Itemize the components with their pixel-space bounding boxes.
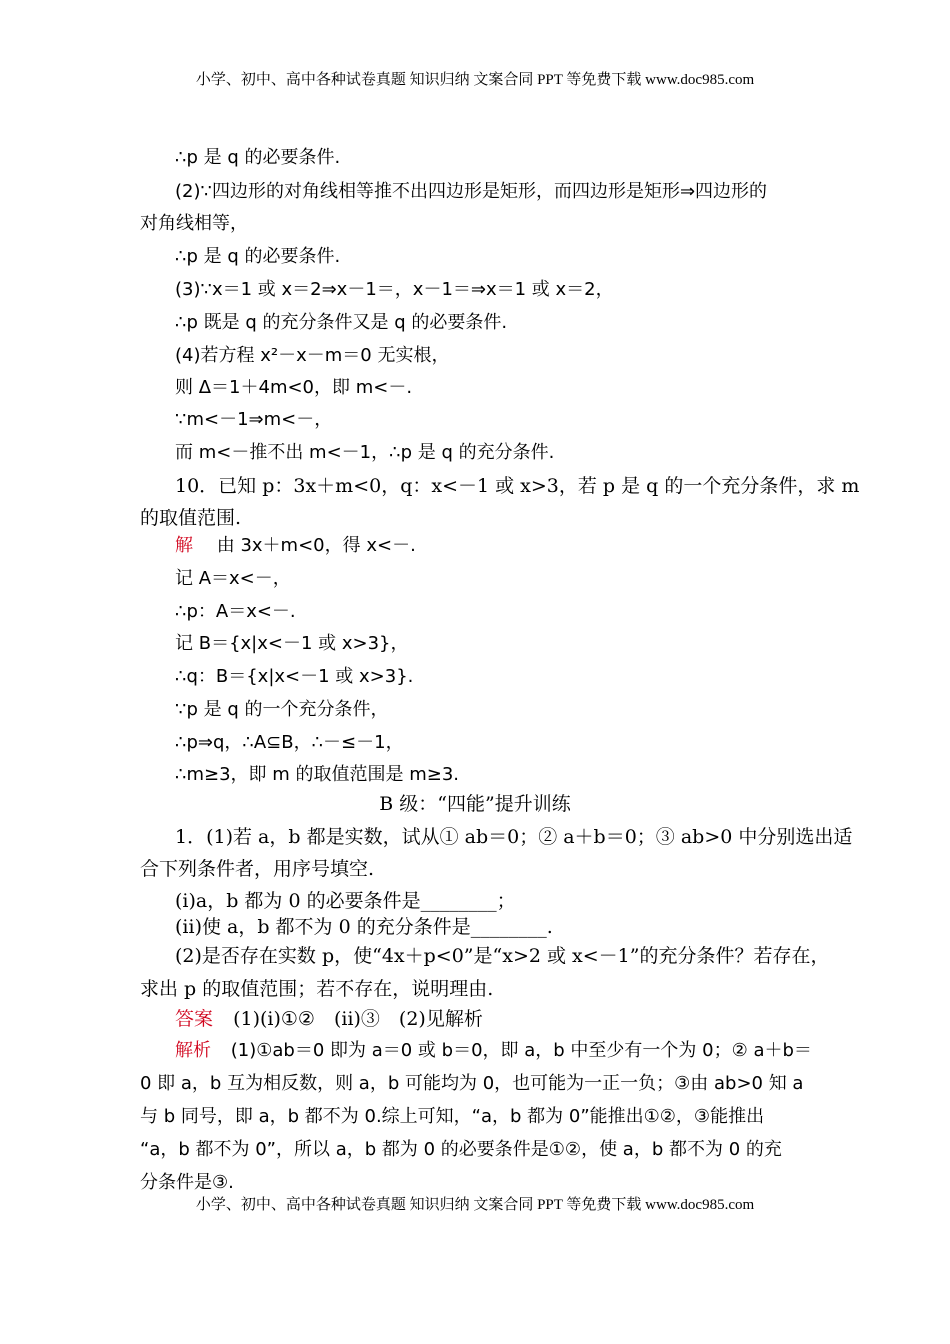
problem-1-line-2: 合下列条件者，用序号填空. bbox=[140, 858, 375, 880]
line-15: 记 B＝{x|x<－1 或 x>3}， bbox=[175, 633, 409, 654]
line-6: ∴p 既是 q 的充分条件又是 q 的必要条件. bbox=[175, 312, 508, 333]
section-heading: B 级：“四能”提升训练 bbox=[379, 793, 571, 815]
solution-label: 解 bbox=[175, 535, 193, 556]
line-5: (3)∵x＝1 或 x＝2⇒x－1＝，x－1＝⇒x＝1 或 x＝2， bbox=[175, 279, 614, 300]
line-16: ∴q：B＝{x|x<－1 或 x>3}. bbox=[175, 666, 414, 687]
line-4: ∴p 是 q 的必要条件. bbox=[175, 246, 341, 267]
line-14: ∴p：A＝x<－. bbox=[175, 601, 296, 622]
line-13: 记 A＝x<－， bbox=[175, 568, 291, 589]
problem-10-line-1: 10．已知 p：3x＋m<0，q：x<－1 或 x>3，若 p 是 q 的一个充分条件，求 m bbox=[175, 475, 860, 497]
problem-1-line-4: (ⅱ)使 a，b 都不为 0 的充分条件是________. bbox=[175, 916, 553, 938]
line-2: (2)∵四边形的对角线相等推不出四边形是矩形，而四边形是矩形⇒四边形的 bbox=[175, 181, 768, 202]
analysis-line-2: 0 即 a，b 互为相反数，则 a，b 可能均为 0，也可能为一正一负；③由 ab>0 知 a bbox=[140, 1073, 804, 1094]
solution-text: 由 3x＋m<0，得 x<－. bbox=[216, 535, 416, 556]
problem-10-line-2: 的取值范围. bbox=[140, 507, 242, 529]
line-18: ∴p⇒q，∴A⊆B，∴－≤－1， bbox=[175, 732, 404, 753]
analysis-line-4: “a，b 都不为 0”，所以 a，b 都为 0 的必要条件是①②，使 a，b 都不为 0 的充 bbox=[140, 1139, 782, 1160]
line-10: 而 m<－推不出 m<－1，∴p 是 q 的充分条件. bbox=[175, 442, 555, 463]
solution-line bbox=[175, 534, 416, 558]
line-8: 则 Δ＝1＋4m<0，即 m<－. bbox=[175, 377, 413, 398]
page-footer: 小学、初中、高中各种试卷真题 知识归纳 文案合同 PPT 等免费下载 www.doc985.com bbox=[195, 1197, 755, 1213]
answer-line bbox=[175, 1007, 483, 1031]
answer-label: 答案 bbox=[175, 1008, 214, 1030]
answer-text: (1)(ⅰ)①② (ⅱ)③ (2)见解析 bbox=[233, 1008, 483, 1030]
analysis-line-3: 与 b 同号，即 a，b 都不为 0.综上可知，“a，b 都为 0”能推出①②，③能推出 bbox=[140, 1106, 765, 1127]
line-3: 对角线相等， bbox=[140, 213, 248, 234]
line-9: ∵m<－1⇒m<－， bbox=[175, 409, 333, 430]
problem-1-line-6: 求出 p 的取值范围；若不存在，说明理由. bbox=[140, 978, 494, 1000]
line-17: ∵p 是 q 的一个充分条件， bbox=[175, 699, 389, 720]
line-7: (4)若方程 x²－x－m＝0 无实根， bbox=[175, 345, 450, 366]
analysis-label: 解析 bbox=[175, 1040, 211, 1061]
line-1: ∴p 是 q 的必要条件. bbox=[175, 147, 341, 168]
analysis-line-5: 分条件是③. bbox=[140, 1172, 234, 1193]
analysis-text: (1)①ab＝0 即为 a＝0 或 b＝0，即 a，b 中至少有一个为 0；② a＋b＝ bbox=[230, 1040, 812, 1061]
problem-1-line-3: (ⅰ)a，b 都为 0 的必要条件是________； bbox=[175, 890, 516, 912]
page-header: 小学、初中、高中各种试卷真题 知识归纳 文案合同 PPT 等免费下载 www.doc985.com bbox=[195, 72, 755, 88]
problem-1-line-1: 1．(1)若 a，b 都是实数，试从① ab＝0；② a＋b＝0；③ ab>0 中分别选出适 bbox=[175, 826, 853, 848]
problem-1-line-5: (2)是否存在实数 p，使“4x＋p<0”是“x>2 或 x<－1”的充分条件？若存在， bbox=[175, 945, 830, 967]
line-19: ∴m≥3，即 m 的取值范围是 m≥3. bbox=[175, 764, 460, 785]
analysis-line bbox=[175, 1039, 812, 1063]
